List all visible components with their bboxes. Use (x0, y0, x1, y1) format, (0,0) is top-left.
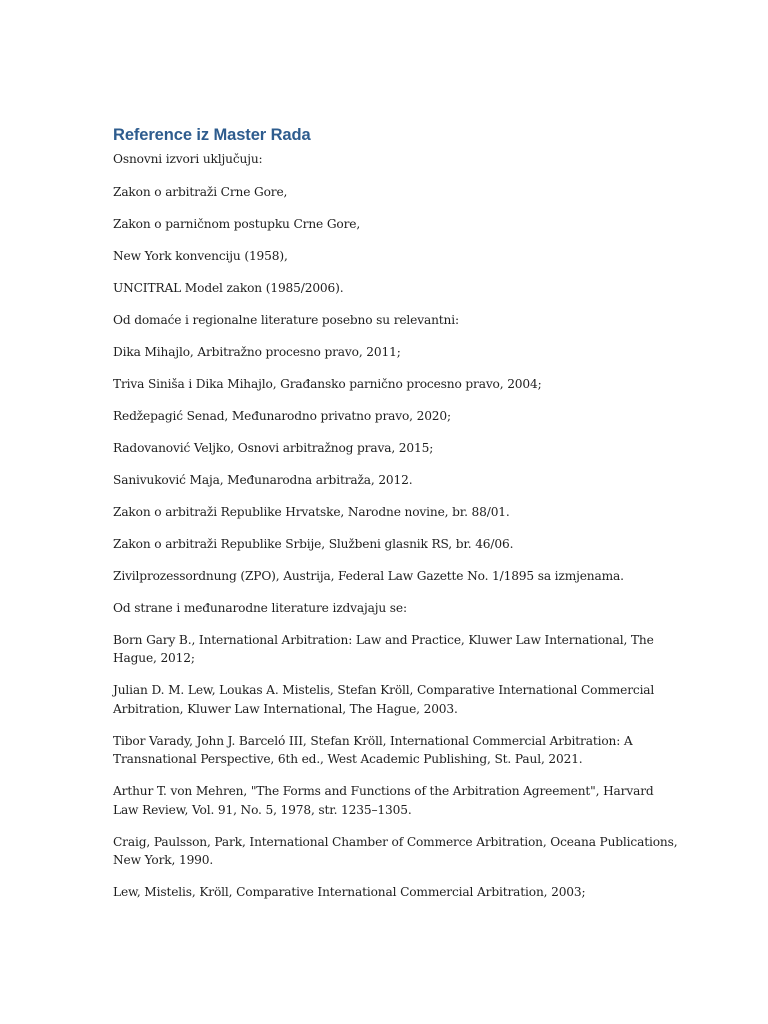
paragraph-reference: Radovanović Veljko, Osnovi arbitražnog prava, 2015; (113, 440, 434, 455)
paragraph-reference (113, 732, 658, 769)
paragraph-reference: Zakon o arbitraži Republike Hrvatske, Narodne novine, br. 88/01. (113, 504, 510, 519)
paragraph-reference: Zakon o arbitraži Republike Srbije, Službeni glasnik RS, br. 46/06. (113, 536, 514, 551)
paragraph-reference: Zivilprozessordnung (ZPO), Austrija, Federal Law Gazette No. 1/1895 sa izmjenama. (113, 568, 624, 583)
reference-line: Lew, Mistelis, Kröll, Comparative International Commercial Arbitration, 2003; (113, 885, 586, 899)
reference-line: Law Review, Vol. 91, No. 5, 1978, str. 1235–1305. (113, 802, 412, 817)
document-page (113, 124, 678, 915)
paragraph-reference (113, 883, 658, 902)
paragraph-source: Zakon o arbitraži Crne Gore, (113, 184, 288, 199)
paragraph-source: UNCITRAL Model zakon (1985/2006). (113, 280, 344, 295)
paragraph-reference (113, 833, 678, 870)
paragraph-source: Zakon o parničnom postupku Crne Gore, (113, 216, 361, 231)
reference-line: Hague, 2012; (113, 651, 195, 665)
paragraph-section-intro: Od strane i međunarodne literature izdvajaju se: (113, 600, 407, 615)
paragraph-section-intro: Od domaće i regionalne literature posebno su relevantni: (113, 312, 459, 327)
paragraph-reference (113, 782, 658, 819)
reference-line: Julian D. M. Lew, Loukas A. Mistelis, Stefan Kröll, Comparative International Commercial (113, 683, 655, 697)
paragraph-reference: Triva Siniša i Dika Mihajlo, Građansko parnično procesno pravo, 2004; (113, 376, 542, 391)
paragraph-reference (113, 681, 658, 718)
paragraph-source: New York konvenciju (1958), (113, 248, 288, 263)
reference-line: Arthur T. von Mehren, "The Forms and Functions of the Arbitration Agreement", Harvard (113, 784, 654, 798)
paragraph-reference: Redžepagić Senad, Međunarodno privatno pravo, 2020; (113, 408, 451, 423)
reference-line: Arbitration, Kluwer Law International, The Hague, 2003. (113, 701, 458, 716)
paragraph-reference: Dika Mihajlo, Arbitražno procesno pravo, 2011; (113, 344, 401, 359)
reference-line: Transnational Perspective, 6th ed., West Academic Publishing, St. Paul, 2021. (113, 752, 583, 766)
document-heading: Reference iz Master Rada (113, 126, 311, 144)
reference-line: New York, 1990. (113, 853, 214, 867)
reference-line: Craig, Paulsson, Park, International Chamber of Commerce Arbitration, Oceana Publications, (113, 834, 678, 849)
reference-line: Tibor Varady, John J. Barceló III, Stefan Kröll, International Commercial Arbitration: A (113, 733, 633, 748)
reference-line: Born Gary B., International Arbitration: Law and Practice, Kluwer Law International, The (113, 632, 654, 647)
paragraph-reference: Sanivuković Maja, Međunarodna arbitraža, 2012. (113, 472, 413, 487)
paragraph-reference (113, 631, 658, 668)
paragraph-intro: Osnovni izvori uključuju: (113, 152, 263, 166)
